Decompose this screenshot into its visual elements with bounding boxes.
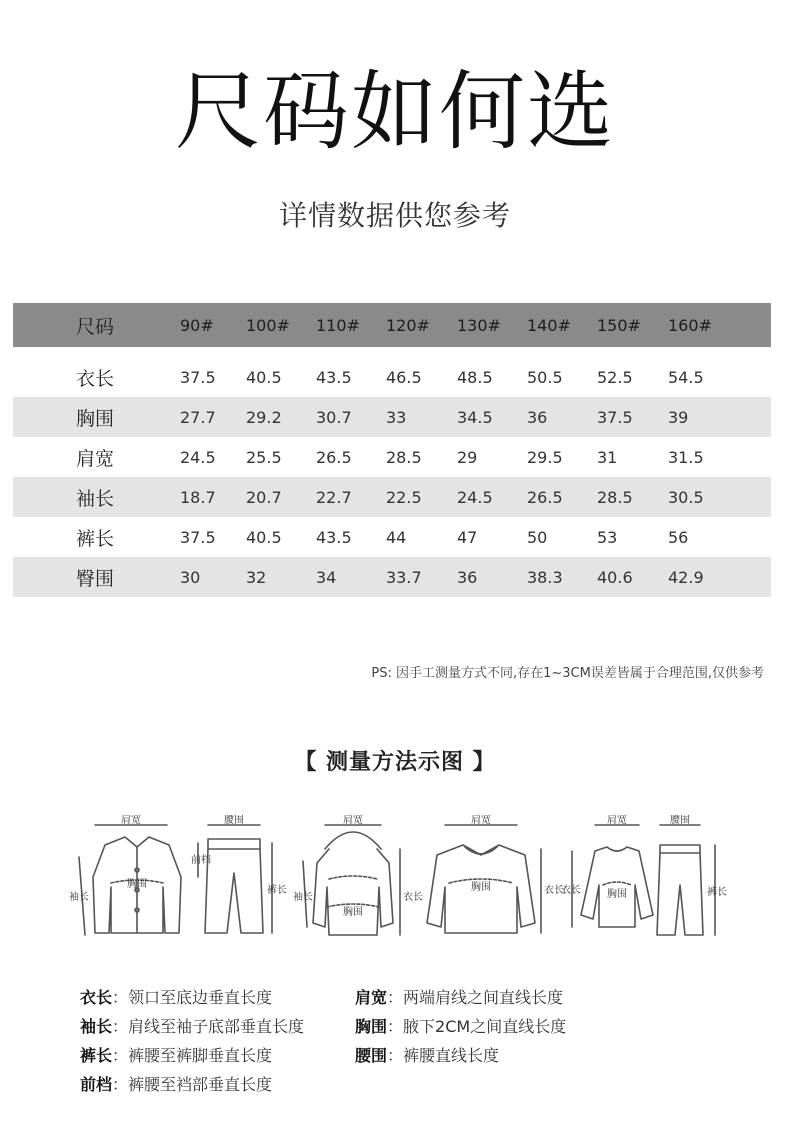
table-cell: 43.5 <box>316 367 352 387</box>
table-cell: 27.7 <box>180 407 216 427</box>
ps-note: PS: 因手工测量方式不同,存在1~3CM误差皆属于合理范围,仅供参考 <box>371 666 764 681</box>
table-cell: 36 <box>457 567 478 587</box>
table-row <box>13 397 771 437</box>
table-cell: 37.5 <box>180 527 216 547</box>
header-cell-size: 尺码 <box>76 315 115 338</box>
table-cell: 44 <box>386 527 407 547</box>
sweatshirt-joggers-figure <box>572 825 715 935</box>
table-cell: 42.9 <box>668 567 704 587</box>
table-cell: 18.7 <box>180 487 216 507</box>
table-cell: 34 <box>316 567 337 587</box>
definition-term: 裤长 <box>80 1046 113 1065</box>
table-cell: 40.5 <box>246 367 282 387</box>
table-cell: 29 <box>457 447 478 467</box>
definition-desc: 两端肩线之间直线长度 <box>403 988 564 1007</box>
hoodie-length-label: 衣长 <box>403 892 423 903</box>
row-label: 肩宽 <box>76 447 115 470</box>
table-cell: 26.5 <box>316 447 352 467</box>
table-cell: 24.5 <box>457 487 493 507</box>
hoodie-sleeve-label: 袖长 <box>293 892 313 903</box>
sweatshirt-chest-label: 胸围 <box>607 889 627 900</box>
pants-length-label: 裤长 <box>267 885 287 896</box>
table-cell: 34.5 <box>457 407 493 427</box>
definition-desc: 腋下2CM之间直线长度 <box>403 1017 567 1036</box>
sweater-figure <box>427 825 541 933</box>
table-cell: 53 <box>597 527 618 547</box>
definition-desc: 裤腰直线长度 <box>403 1046 500 1065</box>
definition-item: 衣长：领口至底边垂直长度 <box>80 988 273 1007</box>
sweater-length-label: 衣长 <box>544 885 564 896</box>
table-cell: 47 <box>457 527 478 547</box>
header-cell: 100# <box>246 315 290 335</box>
definition-desc: 裤腰至裤脚垂直长度 <box>128 1046 273 1065</box>
definition-desc: 肩线至袖子底部垂直长度 <box>128 1017 305 1036</box>
table-row <box>13 437 771 477</box>
header-cell: 150# <box>597 315 641 335</box>
row-label: 裤长 <box>76 527 115 550</box>
jacket-sleeve-label: 袖长 <box>69 892 89 903</box>
sweater-shoulder-label: 肩宽 <box>471 815 491 826</box>
sweatshirt-length-label: 衣长 <box>561 885 581 896</box>
table-cell: 22.7 <box>316 487 352 507</box>
definition-item: 前档：裤腰至裆部垂直长度 <box>80 1075 273 1094</box>
table-cell: 36 <box>527 407 548 427</box>
table-cell: 28.5 <box>597 487 633 507</box>
table-cell: 29.2 <box>246 407 282 427</box>
table-row <box>13 517 771 557</box>
table-cell: 31.5 <box>668 447 704 467</box>
table-cell: 20.7 <box>246 487 282 507</box>
table-cell: 37.5 <box>597 407 633 427</box>
jacket-shoulder-label: 肩宽 <box>121 815 141 826</box>
definition-term: 衣长 <box>80 988 113 1007</box>
table-cell: 38.3 <box>527 567 563 587</box>
definition-term: 肩宽 <box>355 988 388 1007</box>
joggers-waist-label: 腰围 <box>670 815 690 826</box>
table-cell: 33.7 <box>386 567 422 587</box>
table-cell: 54.5 <box>668 367 704 387</box>
table-cell: 43.5 <box>316 527 352 547</box>
table-cell: 46.5 <box>386 367 422 387</box>
definition-term: 前档 <box>80 1075 113 1094</box>
table-cell: 29.5 <box>527 447 563 467</box>
definition-desc: 领口至底边垂直长度 <box>128 988 273 1007</box>
row-label: 臀围 <box>76 567 115 590</box>
hoodie-figure <box>303 825 400 935</box>
size-table-header <box>13 303 771 347</box>
row-label: 袖长 <box>76 487 115 510</box>
table-cell: 40.6 <box>597 567 633 587</box>
definition-term: 袖长 <box>80 1017 113 1036</box>
pants-rise-label: 前档 <box>191 855 211 866</box>
hoodie-chest-label: 胸围 <box>343 907 363 918</box>
header-cell: 120# <box>386 315 430 335</box>
pants-figure <box>198 825 272 933</box>
table-cell: 25.5 <box>246 447 282 467</box>
table-cell: 28.5 <box>386 447 422 467</box>
table-cell: 24.5 <box>180 447 216 467</box>
definition-item: 裤长：裤腰至裤脚垂直长度 <box>80 1046 273 1065</box>
row-label: 胸围 <box>76 407 115 430</box>
header-cell: 140# <box>527 315 571 335</box>
definition-item: 腰围：裤腰直线长度 <box>355 1046 500 1065</box>
table-cell: 32 <box>246 567 267 587</box>
table-cell: 39 <box>668 407 689 427</box>
table-cell: 56 <box>668 527 689 547</box>
page-subtitle: 详情数据供您参考 <box>278 199 511 232</box>
sweatshirt-shoulder-label: 肩宽 <box>607 815 627 826</box>
measurement-method-title: 【 测量方法示图 】 <box>294 750 496 775</box>
pants-waist-label: 腰围 <box>224 815 244 826</box>
table-cell: 26.5 <box>527 487 563 507</box>
sweater-chest-label: 胸围 <box>471 882 491 893</box>
header-cell: 110# <box>316 315 360 335</box>
table-cell: 30 <box>180 567 201 587</box>
joggers-length-label: 裤长 <box>707 887 727 898</box>
size-table <box>13 303 771 597</box>
hoodie-shoulder-label: 肩宽 <box>343 815 363 826</box>
definition-desc: 裤腰至裆部垂直长度 <box>128 1075 273 1094</box>
table-cell: 50.5 <box>527 367 563 387</box>
table-cell: 50 <box>527 527 548 547</box>
definition-item: 袖长：肩线至袖子底部垂直长度 <box>80 1017 305 1036</box>
table-cell: 33 <box>386 407 407 427</box>
definition-term: 腰围 <box>355 1046 388 1065</box>
header-cell: 130# <box>457 315 501 335</box>
definition-item: 胸围：腋下2CM之间直线长度 <box>355 1017 567 1036</box>
header-cell: 90# <box>180 315 214 335</box>
table-cell: 30.7 <box>316 407 352 427</box>
table-cell: 37.5 <box>180 367 216 387</box>
row-label: 衣长 <box>76 367 115 390</box>
page-title: 尺码如何选 <box>175 62 615 162</box>
table-cell: 22.5 <box>386 487 422 507</box>
table-cell: 40.5 <box>246 527 282 547</box>
jacket-chest-label: 胸围 <box>127 879 147 890</box>
measurement-diagrams <box>55 815 735 950</box>
table-cell: 30.5 <box>668 487 704 507</box>
definition-item: 肩宽：两端肩线之间直线长度 <box>355 988 564 1007</box>
header-cell: 160# <box>668 315 712 335</box>
table-cell: 31 <box>597 447 618 467</box>
table-cell: 48.5 <box>457 367 493 387</box>
table-row <box>13 557 771 597</box>
table-row <box>13 477 771 517</box>
definition-term: 胸围 <box>355 1017 388 1036</box>
table-cell: 52.5 <box>597 367 633 387</box>
table-row <box>13 357 771 397</box>
